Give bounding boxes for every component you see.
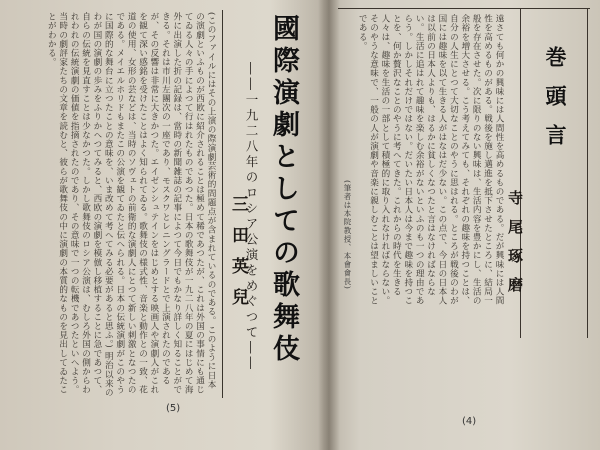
right-top-rule bbox=[338, 8, 590, 9]
left-column-rule bbox=[222, 10, 223, 398]
right-author-note: (筆者は本院教授、本會會長) bbox=[343, 180, 352, 290]
kantou-author: 寺尾琢磨 bbox=[506, 190, 524, 306]
kantou-heading: 巻頭言 bbox=[543, 46, 568, 163]
left-page-number: (5) bbox=[166, 403, 181, 414]
left-body-text: (このファイルにはその上演の際演劇芸術的問題点が含まれているのである。このように日本の演劇といふものが西欧に紹介されることは極めて稀であつたが、これは外国の事情にも通じてゐる人々の手によつて行はれたものであつた。日本の歌舞伎が一九二八年の夏にはじめて海外に出演した折の記録は、當時の新聞雑誌の記事によつて今日でもかなり詳しく知ることができる。それは市川左團次の一座であり、モスクワとレニングラードとで上演されたのであるが、その反響は非常に大きかつた。エイゼンシュテインをはじめとする映画人や演劇人がこれを観て深い感銘を受けたことはよく知られてゐる。歌舞伎の様式性、音楽と動作との一致、花道の使用、女形の芸などは、当時のソヴェトの前衛的な演劇人にとつて新しい刺激となつたのである。メイエルホリドもまたこの公演を観てゐたと伝へられる。日本の伝統演劇がこのやうに国際的な舞台に立つたことの意味を、いま改めて考へてみる必要があると思ふ。) 明治以来のわが国の演劇の歩みをふりかへつてみると、西欧の演劇を模倣し移植することに急であつて、自らの伝統を見直すことは少なかつた。しかし歌舞伎のロシア公演は、むしろ外国の側からわれわれの伝統演劇の価値を指摘されたのであり、その意味で一つの転機であつたといへよう。当時の劇評家たちの文章を読むと、彼らが歌舞伎の中に演劇の本質的なものを見出してゐたことがわかる。 bbox=[46, 12, 216, 397]
book-gutter bbox=[318, 0, 340, 450]
article-subtitle: ――一九二八年のロシア公演をめぐつて―― bbox=[244, 62, 259, 372]
right-page-number: (4) bbox=[462, 416, 477, 427]
article-author: 三田英兒 bbox=[228, 195, 248, 319]
right-body-text: 遠さても何かの興味には人間性を高めるものである。だが興味には人間性を高めるものがある。戦後を施し邁進を抵下させたところに、結局一般を存在させた。次に限りのない興味は、生活内容を豊かにし、生活の余裕を増大させる。こう考えてみても、それぞれの趣味を持つことは、自分の人生にとつて大切なことのやうに思はれる。ところが戦後のわが国には趣味を以て生きる人がはなはだ少ない。この点で、今日の日本人は以前の日本人よりも、はるかに貧しくなつたと言はなければならない。生活に追はれて趣味を楽しむ余裕がないといふのも一つの理由であらう。しかしそれだけではない。だいたい日本人は今まで趣味を持つことを、何か贅沢なことのやうに考へてきた。これからの時代を生きる人々は、趣味を生活の一部として積極的に取り入れなければならない。そのやうな意味で、一般の人が演劇や音楽に親しむことは望ましいことである。 bbox=[357, 14, 504, 306]
article-title: 國際演劇としての歌舞伎 bbox=[268, 14, 299, 366]
right-outer-rule bbox=[587, 8, 588, 338]
